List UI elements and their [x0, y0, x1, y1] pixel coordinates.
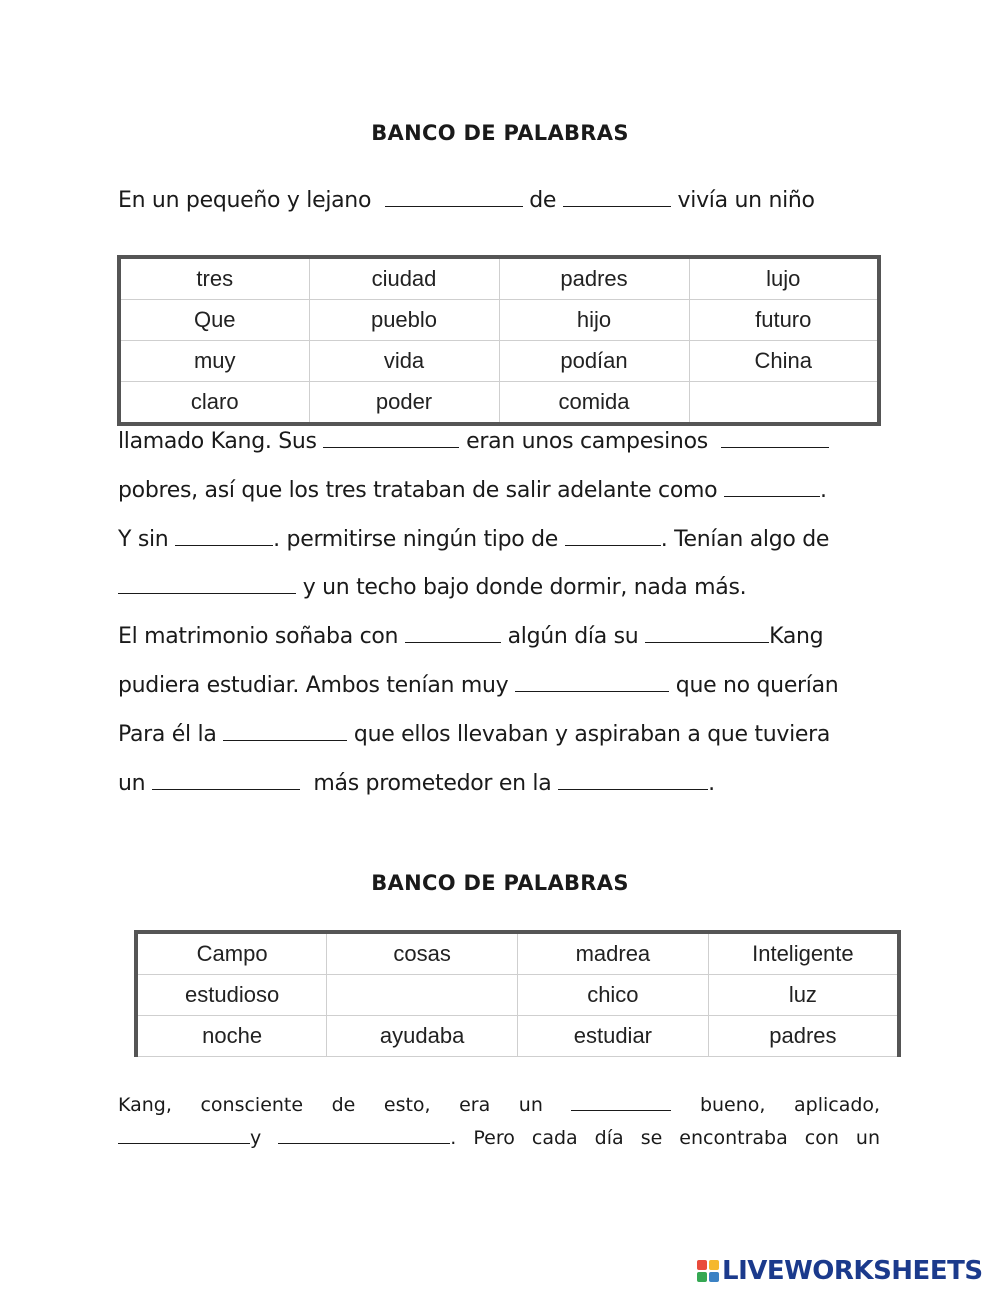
- word-cell: Inteligente: [708, 932, 899, 975]
- text-fragment: y un techo bajo donde dormir, nada más.: [302, 575, 747, 600]
- text-fragment: consciente: [200, 1094, 304, 1116]
- logo-block: [697, 1272, 707, 1282]
- story-line-8: [118, 771, 715, 796]
- text-fragment: . permitirse ningún tipo de: [273, 527, 559, 552]
- story-line-4: [118, 575, 746, 600]
- story-line-5: [118, 624, 823, 649]
- text-fragment: En un pequeño y lejano: [118, 188, 372, 213]
- section-heading-2: BANCO DE PALABRAS: [371, 871, 629, 895]
- table-row: [119, 382, 879, 425]
- word-cell: muy: [119, 341, 309, 382]
- blank-field[interactable]: [565, 527, 661, 546]
- word-cell: [689, 382, 879, 425]
- text-fragment: Kang,: [118, 1094, 172, 1116]
- text-fragment: pobres, así que los tres trataban de salir adelante como: [118, 478, 718, 503]
- text-fragment: Pero cada día se encontraba con un: [473, 1127, 880, 1149]
- blank-field[interactable]: [721, 429, 829, 448]
- text-fragment: de: [529, 188, 557, 213]
- story-line-3: [118, 527, 829, 552]
- word-cell: padres: [499, 257, 689, 300]
- word-cell: cosas: [327, 932, 518, 975]
- blank-field[interactable]: [645, 624, 769, 643]
- word-cell: padres: [708, 1016, 899, 1057]
- word-cell: madrea: [518, 932, 709, 975]
- paragraph-line-2: [118, 1127, 880, 1149]
- text-fragment: Y sin: [118, 527, 169, 552]
- word-cell: pueblo: [309, 300, 499, 341]
- text-fragment: que no querían: [675, 673, 839, 698]
- blank-field[interactable]: [563, 188, 671, 207]
- section-heading-1: BANCO DE PALABRAS: [371, 121, 629, 145]
- blank-field[interactable]: [278, 1128, 450, 1144]
- text-fragment: El matrimonio soñaba con: [118, 624, 399, 649]
- text-fragment: bueno,: [699, 1094, 766, 1116]
- logo-text: LIVEWORKSHEETS: [722, 1256, 983, 1286]
- blank-field[interactable]: [558, 771, 708, 790]
- word-cell: [327, 975, 518, 1016]
- blank-field[interactable]: [571, 1095, 671, 1111]
- story-line-6: [118, 673, 838, 698]
- word-cell: Que: [119, 300, 309, 341]
- paragraph-line-1: [118, 1094, 880, 1116]
- text-fragment: un: [518, 1094, 543, 1116]
- logo-block: [709, 1260, 719, 1270]
- word-cell: futuro: [689, 300, 879, 341]
- word-cell: tres: [119, 257, 309, 300]
- text-fragment: esto,: [383, 1094, 431, 1116]
- word-cell: luz: [708, 975, 899, 1016]
- blank-field[interactable]: [175, 527, 273, 546]
- blank-field[interactable]: [152, 771, 300, 790]
- blank-field[interactable]: [515, 673, 669, 692]
- text-fragment: era: [459, 1094, 491, 1116]
- word-bank-table-1: [117, 255, 881, 426]
- text-fragment: . Tenían algo de: [660, 527, 830, 552]
- text-fragment: aplicado,: [793, 1094, 881, 1116]
- text-fragment: eran unos campesinos: [466, 429, 708, 454]
- text-fragment: que ellos llevaban y aspiraban a que tuviera: [353, 722, 831, 747]
- word-cell: comida: [499, 382, 689, 425]
- word-cell: claro: [119, 382, 309, 425]
- word-cell: podían: [499, 341, 689, 382]
- story-line-intro: [118, 188, 815, 213]
- text-fragment: .: [450, 1127, 457, 1149]
- text-fragment: llamado Kang. Sus: [118, 429, 317, 454]
- text-fragment: .: [820, 478, 827, 503]
- word-cell: China: [689, 341, 879, 382]
- story-line-2: [118, 478, 827, 503]
- table-row: [136, 932, 899, 975]
- word-cell: noche: [136, 1016, 327, 1057]
- text-fragment: Kang: [769, 624, 824, 649]
- logo-block: [709, 1272, 719, 1282]
- story-line-7: [118, 722, 830, 747]
- word-cell: lujo: [689, 257, 879, 300]
- table-row: [119, 300, 879, 341]
- text-fragment: vivía un niño: [677, 188, 815, 213]
- blank-field[interactable]: [724, 478, 820, 497]
- text-fragment: más prometedor en la: [313, 771, 552, 796]
- text-fragment: un: [118, 771, 146, 796]
- table-row: [136, 1016, 899, 1057]
- blank-field[interactable]: [118, 575, 296, 594]
- word-cell: Campo: [136, 932, 327, 975]
- text-fragment: Para él la: [118, 722, 217, 747]
- table-row: [119, 341, 879, 382]
- text-fragment: pudiera estudiar. Ambos tenían muy: [118, 673, 509, 698]
- text-fragment: de: [331, 1094, 356, 1116]
- table-row: [119, 257, 879, 300]
- table-row: [136, 975, 899, 1016]
- word-cell: ciudad: [309, 257, 499, 300]
- word-cell: estudioso: [136, 975, 327, 1016]
- liveworksheets-logo: [697, 1256, 983, 1286]
- blank-field[interactable]: [385, 188, 523, 207]
- liveworksheets-blocks-icon: [697, 1260, 719, 1282]
- word-cell: vida: [309, 341, 499, 382]
- word-cell: ayudaba: [327, 1016, 518, 1057]
- text-fragment: .: [708, 771, 715, 796]
- blank-field[interactable]: [405, 624, 501, 643]
- word-cell: hijo: [499, 300, 689, 341]
- logo-block: [697, 1260, 707, 1270]
- blank-field[interactable]: [118, 1128, 250, 1144]
- story-line-1: [118, 429, 829, 454]
- word-cell: estudiar: [518, 1016, 709, 1057]
- blank-field[interactable]: [323, 429, 459, 448]
- word-cell: poder: [309, 382, 499, 425]
- text-fragment: algún día su: [507, 624, 639, 649]
- word-bank-table-2: [134, 930, 901, 1057]
- word-cell: chico: [518, 975, 709, 1016]
- text-fragment: y: [250, 1127, 262, 1149]
- blank-field[interactable]: [223, 722, 347, 741]
